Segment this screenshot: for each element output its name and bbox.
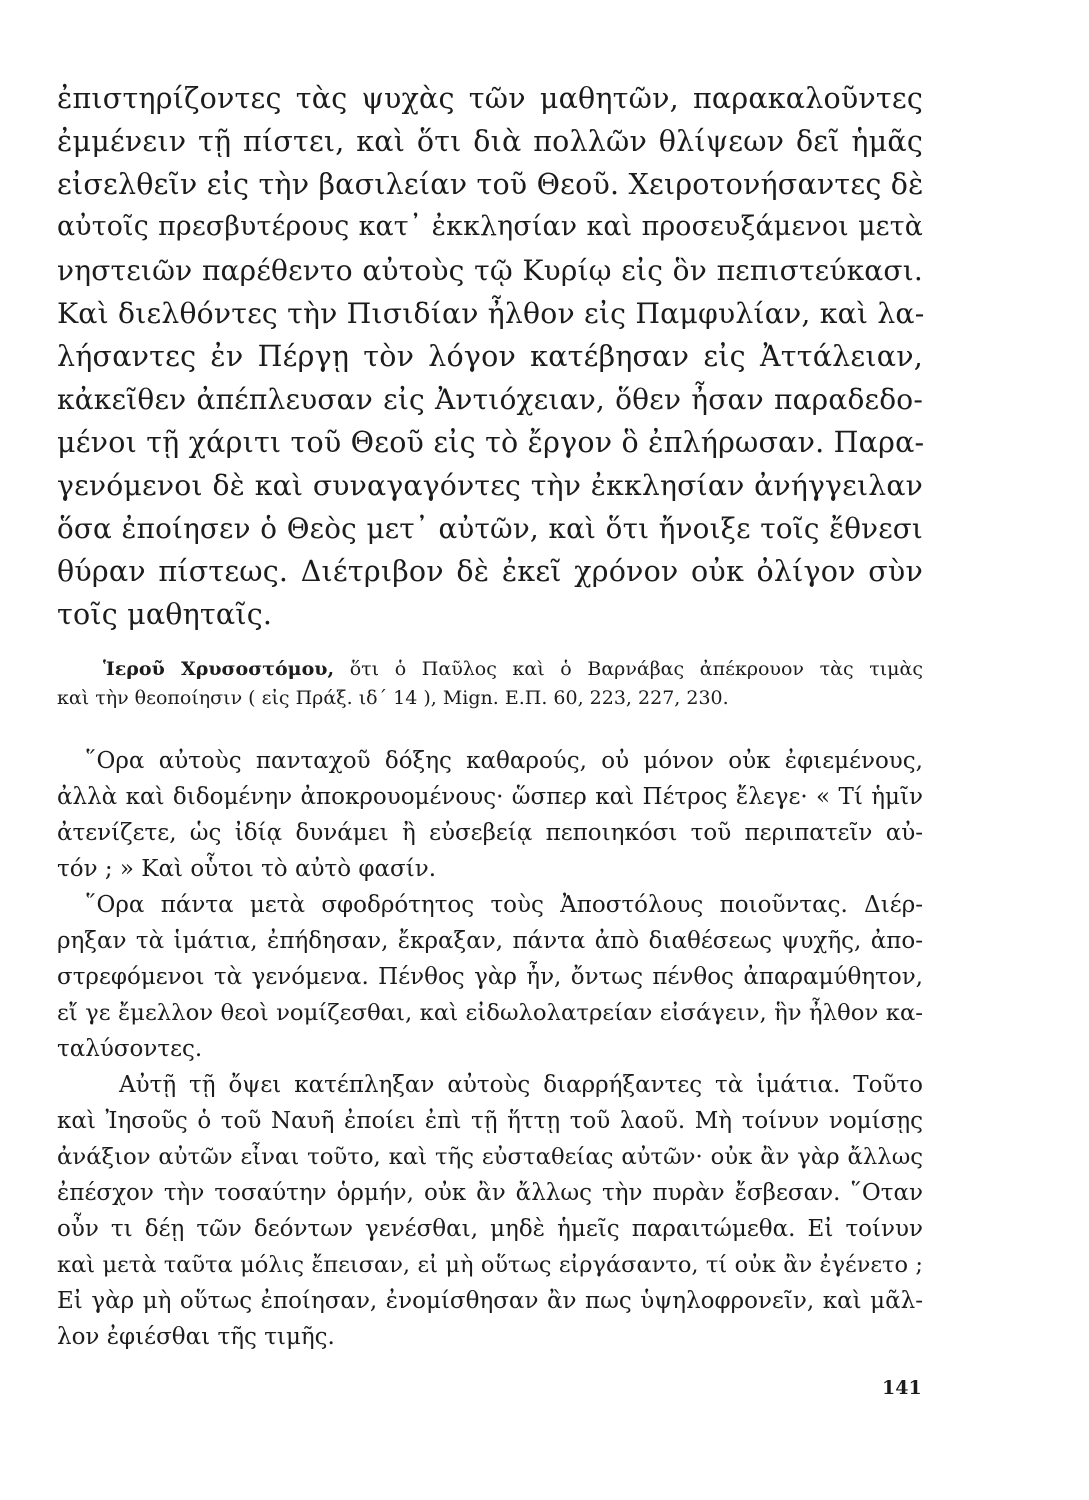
commentary-line: οὖν τι δέῃ τῶν δεόντων γενέσθαι, μηδὲ ἡμεῖς παραιτώμεθα. Εἰ τοίνυν <box>57 1216 923 1242</box>
citation-line: καὶ τὴν θεοποίησιν ( εἰς Πράξ. ιδ΄ 14 ), Mign. Ε.Π. 60, 223, 227, 230. <box>57 687 729 709</box>
passage-line: εἰσελθεῖν εἰς τὴν βασιλείαν τοῦ Θεοῦ. Χειροτονήσαντες δὲ <box>57 168 924 201</box>
commentary-line: ἀνάξιον αὐτῶν εἶναι τοῦτο, καὶ τῆς εὐσταθείας αὐτῶν· οὐκ ἂν γὰρ ἄλλως <box>57 1144 923 1170</box>
passage-line: θύραν πίστεως. Διέτριβον δὲ ἐκεῖ χρόνον οὐκ ὀλίγον σὺν <box>57 555 923 588</box>
commentary-line: ἀλλὰ καὶ διδομένην ἀποκρουομένους· ὥσπερ καὶ Πέτρος ἔλεγε· « Τί ἡμῖν <box>57 784 923 810</box>
commentary-line: τόν ; » Καὶ οὗτοι τὸ αὐτὸ φασίν. <box>57 856 437 882</box>
passage-line: γενόμενοι δὲ καὶ συναγαγόντες τὴν ἐκκλησίαν ἀνήγγειλαν <box>57 469 923 502</box>
commentary-line: καὶ Ἰησοῦς ὁ τοῦ Ναυῆ ἐποίει ἐπὶ τῇ ἥττῃ τοῦ λαοῦ. Μὴ τοίνυν νομίσῃς <box>57 1108 923 1134</box>
commentary-line: καὶ μετὰ ταῦτα μόλις ἔπεισαν, εἰ μὴ οὕτως εἰργάσαντο, τί οὐκ ἂν ἐγένετο ; <box>57 1252 923 1278</box>
passage-line: τοῖς μαθηταῖς. <box>57 598 273 631</box>
commentary-line: στρεφόμενοι τὰ γενόμενα. Πένθος γὰρ ἦν, ὄντως πένθος ἀπαραμύθητον, <box>57 964 923 990</box>
commentary-line: Αὐτῇ τῇ ὄψει κατέπληξαν αὐτοὺς διαρρήξαντες τὰ ἱμάτια. Τοῦτο <box>119 1072 923 1098</box>
page-number: 141 <box>882 1377 922 1399</box>
commentary-line: ρηξαν τὰ ἱμάτια, ἐπήδησαν, ἔκραξαν, πάντα ἀπὸ διαθέσεως ψυχῆς, ἀπο- <box>57 928 923 954</box>
passage-line: ὅσα ἐποίησεν ὁ Θεὸς μετ᾿ αὐτῶν, καὶ ὅτι ἤνοιξε τοῖς ἔθνεσι <box>57 512 923 545</box>
commentary-line: ἀτενίζετε, ὡς ἰδίᾳ δυνάμει ἢ εὐσεβείᾳ πεποιηκόσι τοῦ περιπατεῖν αὐ- <box>57 820 923 846</box>
commentary-line: ῞Ορα πάντα μετὰ σφοδρότητος τοὺς Ἀποστόλους ποιοῦντας. Διέρ- <box>85 892 923 918</box>
commentary-line: εἴ γε ἔμελλον θεοὶ νομίζεσθαι, καὶ εἰδωλολατρείαν εἰσάγειν, ἣν ἦλθον κα- <box>57 1000 923 1026</box>
commentary-line: ῞Ορα αὐτοὺς πανταχοῦ δόξης καθαρούς, οὐ μόνον οὐκ ἐφιεμένους, <box>85 748 923 774</box>
passage-line: κἀκεῖθεν ἀπέπλευσαν εἰς Ἀντιόχειαν, ὅθεν ἦσαν παραδεδο- <box>57 383 923 416</box>
commentary-line: λον ἐφιέσθαι τῆς τιμῆς. <box>57 1324 335 1350</box>
passage-line: μένοι τῇ χάριτι τοῦ Θεοῦ εἰς τὸ ἔργον ὃ ἐπλήρωσαν. Παρα- <box>57 426 925 459</box>
commentary-line: Εἰ γὰρ μὴ οὕτως ἐποίησαν, ἐνομίσθησαν ἂν πως ὑψηλοφρονεῖν, καὶ μᾶλ- <box>57 1288 923 1314</box>
citation-line <box>103 658 923 680</box>
passage-line: λήσαντες ἐν Πέργῃ τὸν λόγον κατέβησαν εἰς Ἀττάλειαν, <box>57 340 923 373</box>
passage-line: νηστειῶν παρέθεντο αὐτοὺς τῷ Κυρίῳ εἰς ὃν πεπιστεύκασι. <box>57 254 923 287</box>
citation-author: Ἱεροῦ Χρυσοστόμου, <box>103 658 335 680</box>
passage-line: ἐμμένειν τῇ πίστει, καὶ ὅτι διὰ πολλῶν θλίψεων δεῖ ἡμᾶς <box>57 125 923 158</box>
citation-text: ὅτι ὁ Παῦλος καὶ ὁ Βαρνάβας ἀπέκρουον τὰς τιμὰς <box>334 658 924 680</box>
passage-line: ἐπιστηρίζοντες τὰς ψυχὰς τῶν μαθητῶν, παρακαλοῦντες <box>57 82 923 115</box>
commentary-line: ταλύσοντες. <box>57 1036 203 1062</box>
passage-line: αὐτοῖς πρεσβυτέρους κατ᾿ ἐκκλησίαν καὶ προσευξάμενοι μετὰ <box>57 211 923 242</box>
passage-line: Καὶ διελθόντες τὴν Πισιδίαν ἦλθον εἰς Παμφυλίαν, καὶ λα- <box>57 297 925 330</box>
commentary-line: ἐπέσχον τὴν τοσαύτην ὁρμήν, οὐκ ἂν ἄλλως τὴν πυρὰν ἔσβεσαν. ῞Οταν <box>57 1180 923 1206</box>
